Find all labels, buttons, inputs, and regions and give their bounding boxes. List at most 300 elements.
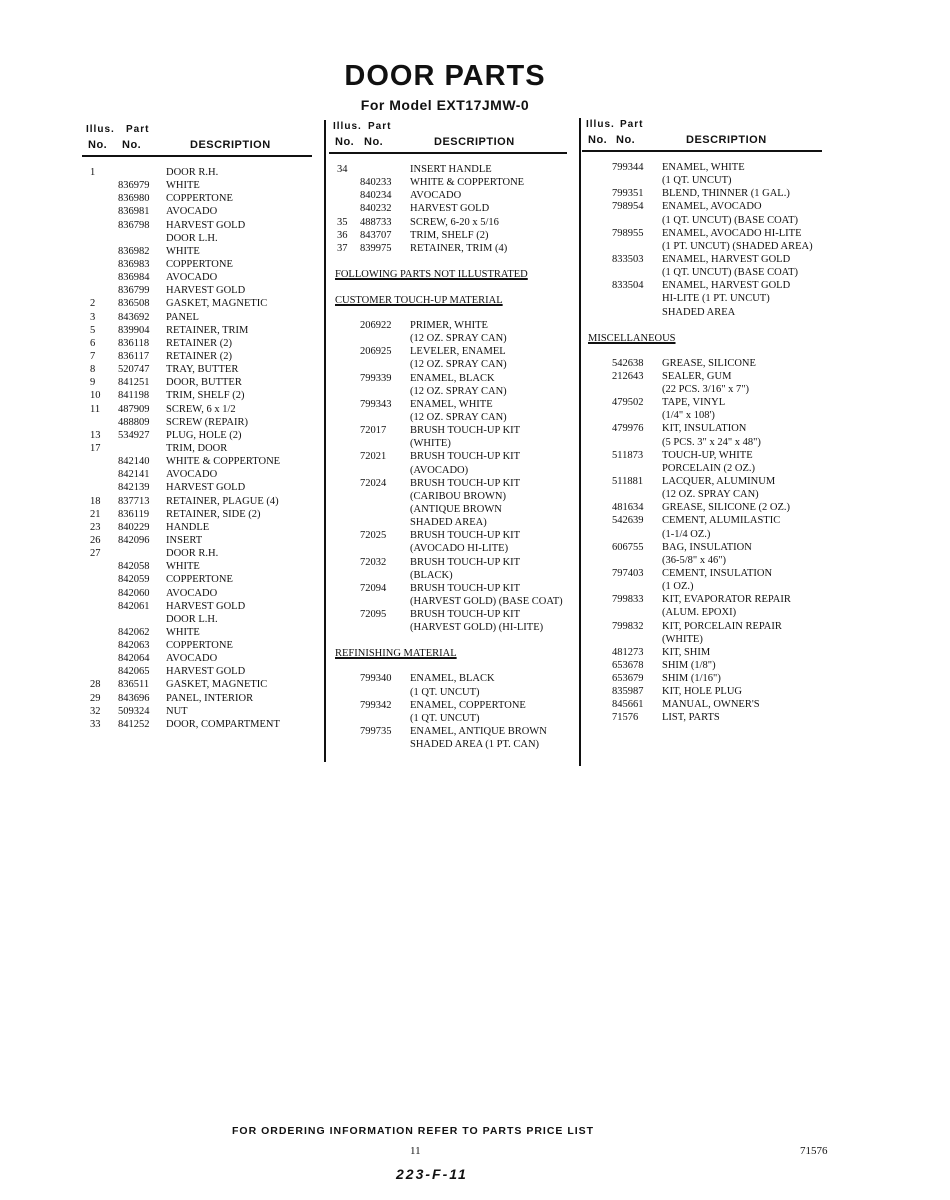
- part-number: 799342: [360, 699, 392, 711]
- parts-row: [590, 187, 830, 200]
- part-description: KIT, INSULATION: [662, 423, 747, 435]
- part-description: NUT: [166, 705, 188, 717]
- parts-row: [337, 242, 577, 255]
- part-description: ENAMEL, AVOCADO HI-LITE: [662, 227, 802, 239]
- parts-row: [90, 442, 320, 455]
- parts-row: [590, 580, 830, 593]
- section-heading: FOLLOWING PARTS NOT ILLUSTRATED: [335, 268, 528, 280]
- parts-row: [90, 219, 320, 232]
- part-description: INSERT HANDLE: [410, 164, 492, 175]
- part-description: ENAMEL, BLACK: [410, 673, 495, 685]
- part-number: 842140: [118, 456, 150, 468]
- parts-row: [590, 396, 830, 409]
- parts-row: [590, 292, 830, 305]
- section-heading: MISCELLANEOUS: [588, 332, 676, 344]
- parts-row: [590, 620, 830, 633]
- part-number: 797403: [612, 567, 644, 579]
- part-description: DOOR R.H.: [166, 167, 219, 178]
- part-number: 479976: [612, 423, 644, 435]
- part-description: (1 QT. UNCUT): [410, 686, 480, 698]
- parts-row: [590, 253, 830, 266]
- part-no-label: No.: [616, 134, 636, 146]
- parts-row: [337, 595, 577, 608]
- part-description: GREASE, SILICONE: [662, 357, 756, 369]
- part-description: TOUCH-UP, WHITE: [662, 449, 753, 461]
- part-description: TRIM, SHELF (2): [410, 229, 489, 241]
- parts-row: [90, 376, 320, 389]
- part-number: 837713: [118, 495, 150, 507]
- part-description: (HARVEST GOLD) (BASE COAT): [410, 595, 563, 607]
- illus-no-label: No.: [335, 136, 355, 148]
- parts-row: [90, 600, 320, 613]
- part-number: 842060: [118, 587, 150, 599]
- parts-row: [590, 672, 830, 685]
- description-label: DESCRIPTION: [686, 134, 767, 146]
- column-header: [333, 121, 577, 157]
- illus-number: 36: [337, 229, 348, 241]
- header-rule: [582, 150, 822, 152]
- parts-row: [90, 481, 320, 494]
- part-number: 836984: [118, 272, 150, 284]
- part-description: PLUG, HOLE (2): [166, 429, 242, 441]
- parts-row: [590, 554, 830, 567]
- part-description: ENAMEL, ANTIQUE BROWN: [410, 725, 547, 737]
- parts-row: [90, 587, 320, 600]
- part-number: 841198: [118, 390, 150, 402]
- header-rule: [329, 152, 567, 154]
- part-number: 520747: [118, 364, 150, 376]
- parts-row: [90, 508, 320, 521]
- part-number: 653678: [612, 659, 644, 671]
- parts-row: [337, 556, 577, 569]
- page-number: 11: [410, 1145, 421, 1157]
- parts-row: [337, 503, 577, 516]
- parts-row: [337, 319, 577, 332]
- illus-number: 10: [90, 390, 101, 402]
- part-description: (BLACK): [410, 569, 453, 581]
- part-number: 799351: [612, 188, 644, 200]
- part-number: 839975: [360, 242, 392, 254]
- parts-row: [590, 200, 830, 213]
- parts-row: [337, 582, 577, 595]
- part-number: 845661: [612, 699, 644, 711]
- part-description: PRIMER, WHITE: [410, 319, 488, 331]
- part-label: Part: [368, 121, 392, 132]
- illus-number: 37: [337, 242, 348, 254]
- part-description: BRUSH TOUCH-UP KIT: [410, 425, 521, 437]
- parts-row: [337, 332, 577, 345]
- part-number: 842063: [118, 640, 150, 652]
- part-description: DOOR L.H.: [166, 232, 218, 244]
- part-description: WHITE: [166, 180, 200, 192]
- parts-row: [90, 665, 320, 678]
- illus-number: 28: [90, 679, 101, 691]
- parts-row: [337, 216, 577, 229]
- part-description: ENAMEL, BLACK: [410, 372, 495, 384]
- part-number: 206925: [360, 346, 392, 358]
- parts-row: [337, 437, 577, 450]
- part-description: HI-LITE (1 PT. UNCUT): [662, 293, 770, 305]
- parts-column-3: [586, 119, 830, 725]
- illus-number: 34: [337, 164, 348, 175]
- parts-row: [90, 547, 320, 560]
- part-description: AVOCADO: [166, 272, 218, 284]
- part-description: HARVEST GOLD: [166, 482, 246, 494]
- parts-row: [337, 529, 577, 542]
- part-number: 842059: [118, 574, 150, 586]
- part-description: SHIM (1/16"): [662, 673, 721, 685]
- part-number: 836799: [118, 285, 150, 297]
- illus-number: 9: [90, 377, 96, 389]
- part-description: (1 QT. UNCUT): [410, 712, 480, 724]
- part-description: TAPE, VINYL: [662, 397, 726, 409]
- part-description: (1 OZ.): [662, 581, 694, 593]
- part-description: RETAINER, SIDE (2): [166, 508, 261, 520]
- part-number: 509324: [118, 705, 150, 717]
- illus-number: 29: [90, 692, 101, 704]
- part-description: KIT, EVAPORATOR REPAIR: [662, 594, 791, 606]
- part-description: SCREW, 6 x 1/2: [166, 403, 236, 415]
- part-number: 799343: [360, 398, 392, 410]
- parts-row: [90, 350, 320, 363]
- part-description: DOOR, BUTTER: [166, 377, 242, 389]
- parts-row: [90, 429, 320, 442]
- parts-row: [337, 542, 577, 555]
- parts-row: [337, 464, 577, 477]
- part-description: MANUAL, OWNER'S: [662, 699, 760, 711]
- part-description: BLEND, THINNER (1 GAL.): [662, 188, 790, 200]
- part-description: RETAINER, TRIM: [166, 324, 249, 336]
- parts-row: [337, 712, 577, 725]
- part-number: 833503: [612, 253, 644, 265]
- part-description: DOOR, COMPARTMENT: [166, 718, 280, 730]
- part-number: 840233: [360, 177, 392, 189]
- description-label: DESCRIPTION: [190, 139, 271, 151]
- part-description: (1/4" x 108'): [662, 410, 715, 422]
- document-number: 71576: [800, 1145, 828, 1157]
- illus-number: 23: [90, 521, 101, 533]
- part-number: 72025: [360, 530, 387, 542]
- part-number: 841252: [118, 718, 150, 730]
- parts-row: [590, 514, 830, 527]
- part-description: (ANTIQUE BROWN: [410, 503, 502, 515]
- parts-row: [337, 411, 577, 424]
- illus-number: 35: [337, 216, 348, 228]
- illus-number: 5: [90, 324, 96, 336]
- part-description: DOOR R.H.: [166, 548, 219, 560]
- part-number: 836979: [118, 180, 150, 192]
- part-description: (1-1/4 OZ.): [662, 528, 711, 540]
- part-description: (1 QT. UNCUT): [662, 175, 732, 187]
- part-number: 71576: [612, 712, 639, 724]
- part-description: BRUSH TOUCH-UP KIT: [410, 609, 521, 621]
- parts-row: [337, 398, 577, 411]
- parts-row: [337, 725, 577, 738]
- parts-row: [590, 633, 830, 646]
- part-description: HARVEST GOLD: [166, 666, 246, 678]
- part-description: GASKET, MAGNETIC: [166, 679, 268, 691]
- parts-row: [90, 692, 320, 705]
- illus-number: 21: [90, 508, 101, 520]
- part-number: 481273: [612, 646, 644, 658]
- model-subtitle: For Model EXT17JMW-0: [360, 97, 530, 113]
- part-description: (WHITE): [410, 438, 451, 450]
- parts-row: [590, 409, 830, 422]
- illus-label: Illus.: [586, 119, 615, 130]
- part-description: RETAINER (2): [166, 350, 232, 362]
- illus-label: Illus.: [86, 124, 115, 135]
- part-number: 487909: [118, 403, 150, 415]
- parts-row: [90, 534, 320, 547]
- parts-row: [337, 608, 577, 621]
- part-description: (1 PT. UNCUT) (SHADED AREA): [662, 240, 813, 252]
- parts-row: [590, 541, 830, 554]
- part-description: GREASE, SILICONE (2 OZ.): [662, 502, 791, 514]
- parts-row: [90, 652, 320, 665]
- part-description: LACQUER, ALUMINUM: [662, 475, 776, 487]
- part-number: 836982: [118, 245, 150, 257]
- part-description: PANEL: [166, 311, 199, 323]
- parts-row: [90, 521, 320, 534]
- parts-row: [590, 567, 830, 580]
- parts-row: [337, 699, 577, 712]
- parts-row: [90, 311, 320, 324]
- part-description: WHITE & COPPERTONE: [166, 456, 281, 468]
- handwritten-code: 223-F-11: [396, 1166, 468, 1182]
- part-number: 836118: [118, 337, 150, 349]
- part-number: 798954: [612, 201, 644, 213]
- parts-row: [590, 436, 830, 449]
- parts-list: [90, 166, 320, 731]
- part-label: Part: [126, 124, 150, 135]
- parts-row: [337, 450, 577, 463]
- part-description: COPPERTONE: [166, 193, 233, 205]
- part-number: 836117: [118, 350, 150, 362]
- parts-row: [590, 214, 830, 227]
- part-description: (AVOCADO HI-LITE): [410, 543, 509, 555]
- column-header: [586, 119, 830, 155]
- part-description: CEMENT, INSULATION: [662, 567, 773, 579]
- part-description: (12 OZ. SPRAY CAN): [410, 385, 507, 397]
- parts-row: [590, 528, 830, 541]
- parts-row: [337, 345, 577, 358]
- part-description: HARVEST GOLD: [166, 219, 246, 231]
- part-description: KIT, PORCELAIN REPAIR: [662, 620, 782, 632]
- parts-list: [590, 161, 830, 725]
- part-number: 72032: [360, 556, 387, 568]
- part-description: AVOCADO: [166, 587, 218, 599]
- parts-row: [90, 284, 320, 297]
- part-description: BRUSH TOUCH-UP KIT: [410, 530, 521, 542]
- part-description: (12 OZ. SPRAY CAN): [662, 489, 759, 501]
- parts-row: [590, 488, 830, 501]
- parts-row: [337, 372, 577, 385]
- parts-row: [90, 613, 320, 626]
- part-description: HARVEST GOLD: [166, 600, 246, 612]
- part-description: LEVELER, ENAMEL: [410, 346, 506, 358]
- parts-row: [90, 560, 320, 573]
- part-description: BRUSH TOUCH-UP KIT: [410, 451, 521, 463]
- parts-column-1: [86, 124, 320, 731]
- part-number: 479502: [612, 397, 644, 409]
- part-description: ENAMEL, HARVEST GOLD: [662, 280, 791, 292]
- parts-row: [90, 166, 320, 179]
- ordering-note: FOR ORDERING INFORMATION REFER TO PARTS PRICE LIST: [232, 1125, 595, 1137]
- parts-row: [590, 227, 830, 240]
- part-description: ENAMEL, HARVEST GOLD: [662, 253, 791, 265]
- part-number: 799735: [360, 725, 392, 737]
- part-description: (1 QT. UNCUT) (BASE COAT): [662, 267, 799, 279]
- part-number: 835987: [612, 686, 644, 698]
- parts-column-2: [333, 121, 577, 751]
- part-description: COPPERTONE: [166, 574, 233, 586]
- part-number: 842064: [118, 653, 150, 665]
- part-description: BRUSH TOUCH-UP KIT: [410, 582, 521, 594]
- part-number: 799344: [612, 162, 644, 173]
- parts-row: [90, 245, 320, 258]
- parts-row: [337, 202, 577, 215]
- parts-row: [337, 229, 577, 242]
- part-number: 843692: [118, 311, 150, 323]
- parts-row: [590, 685, 830, 698]
- parts-row: [337, 163, 577, 176]
- part-description: WHITE: [166, 561, 200, 573]
- part-description: WHITE & COPPERTONE: [410, 177, 525, 189]
- parts-row: [590, 161, 830, 174]
- part-number: 799833: [612, 594, 644, 606]
- part-description: (1 QT. UNCUT) (BASE COAT): [662, 214, 799, 226]
- part-number: 511881: [612, 475, 644, 487]
- parts-row: [590, 357, 830, 370]
- parts-row: [90, 192, 320, 205]
- parts-row: [90, 179, 320, 192]
- part-description: KIT, HOLE PLUG: [662, 686, 743, 698]
- part-number: 511873: [612, 449, 644, 461]
- part-description: PORCELAIN (2 OZ.): [662, 462, 756, 474]
- parts-row: [90, 468, 320, 481]
- parts-row: [590, 174, 830, 187]
- illus-number: 8: [90, 364, 96, 376]
- parts-row: [337, 176, 577, 189]
- part-description: (22 PCS. 3/16" x 7"): [662, 383, 750, 395]
- part-description: BRUSH TOUCH-UP KIT: [410, 477, 521, 489]
- parts-row: [90, 337, 320, 350]
- part-number: 836980: [118, 193, 150, 205]
- part-description: AVOCADO: [166, 206, 218, 218]
- parts-row: [590, 698, 830, 711]
- parts-row: [337, 672, 577, 685]
- parts-row: [90, 626, 320, 639]
- parts-row: [90, 363, 320, 376]
- part-number: 534927: [118, 429, 150, 441]
- part-description: BAG, INSULATION: [662, 541, 752, 553]
- parts-row: [337, 686, 577, 699]
- part-description: SHIM (1/8"): [662, 659, 716, 671]
- parts-row: [90, 297, 320, 310]
- parts-row: [90, 271, 320, 284]
- part-description: ENAMEL, WHITE: [662, 162, 745, 173]
- parts-row: [337, 189, 577, 202]
- parts-row: [90, 495, 320, 508]
- part-description: RETAINER (2): [166, 337, 232, 349]
- part-description: COPPERTONE: [166, 640, 233, 652]
- part-description: TRIM, DOOR: [166, 442, 228, 454]
- part-description: ENAMEL, COPPERTONE: [410, 699, 526, 711]
- part-number: 840232: [360, 203, 392, 215]
- part-number: 653679: [612, 673, 644, 685]
- part-description: HANDLE: [166, 521, 210, 533]
- part-description: TRIM, SHELF (2): [166, 390, 245, 402]
- description-label: DESCRIPTION: [434, 136, 515, 148]
- header-rule: [82, 155, 312, 157]
- part-description: (12 OZ. SPRAY CAN): [410, 333, 507, 345]
- page-title: DOOR PARTS: [344, 60, 546, 92]
- part-number: 836983: [118, 258, 150, 270]
- part-description: (AVOCADO): [410, 464, 469, 476]
- parts-row: [590, 306, 830, 319]
- column-divider: [579, 118, 581, 766]
- parts-row: [590, 383, 830, 396]
- illus-number: 17: [90, 442, 101, 454]
- part-number: 836508: [118, 298, 150, 310]
- part-description: WHITE: [166, 245, 200, 257]
- part-description: AVOCADO: [410, 190, 462, 202]
- part-description: (CARIBOU BROWN): [410, 490, 506, 502]
- part-description: PANEL, INTERIOR: [166, 692, 254, 704]
- column-divider: [324, 120, 326, 762]
- part-number: 836981: [118, 206, 150, 218]
- part-number: 798955: [612, 227, 644, 239]
- part-description: TRAY, BUTTER: [166, 364, 239, 376]
- part-number: 843707: [360, 229, 392, 241]
- part-number: 836119: [118, 508, 150, 520]
- part-number: 206922: [360, 319, 392, 331]
- part-description: KIT, SHIM: [662, 646, 711, 658]
- part-description: SEALER, GUM: [662, 370, 732, 382]
- part-number: 842058: [118, 561, 150, 573]
- parts-row: [90, 573, 320, 586]
- part-description: DOOR L.H.: [166, 613, 218, 625]
- parts-row: [590, 659, 830, 672]
- illus-number: 2: [90, 298, 96, 310]
- parts-row: [90, 403, 320, 416]
- part-description: RETAINER, PLAGUE (4): [166, 495, 279, 507]
- part-number: 842062: [118, 626, 150, 638]
- parts-row: [90, 416, 320, 429]
- parts-row: [90, 718, 320, 731]
- part-description: RETAINER, TRIM (4): [410, 242, 508, 254]
- parts-row: [590, 370, 830, 383]
- part-number: 841251: [118, 377, 150, 389]
- part-number: 842096: [118, 534, 150, 546]
- part-number: 842141: [118, 469, 150, 481]
- parts-row: [590, 279, 830, 292]
- parts-row: [337, 358, 577, 371]
- part-description: LIST, PARTS: [662, 712, 720, 724]
- parts-row: [590, 266, 830, 279]
- part-number: 72021: [360, 451, 387, 463]
- illus-number: 6: [90, 337, 96, 349]
- part-description: WHITE: [166, 626, 200, 638]
- parts-row: [90, 258, 320, 271]
- part-description: SHADED AREA): [410, 517, 487, 529]
- parts-row: [90, 389, 320, 402]
- part-description: (5 PCS. 3" x 24" x 48"): [662, 436, 761, 448]
- parts-row: [337, 477, 577, 490]
- part-description: ENAMEL, AVOCADO: [662, 201, 762, 213]
- part-number: 72095: [360, 609, 387, 621]
- part-description: (WHITE): [662, 633, 703, 645]
